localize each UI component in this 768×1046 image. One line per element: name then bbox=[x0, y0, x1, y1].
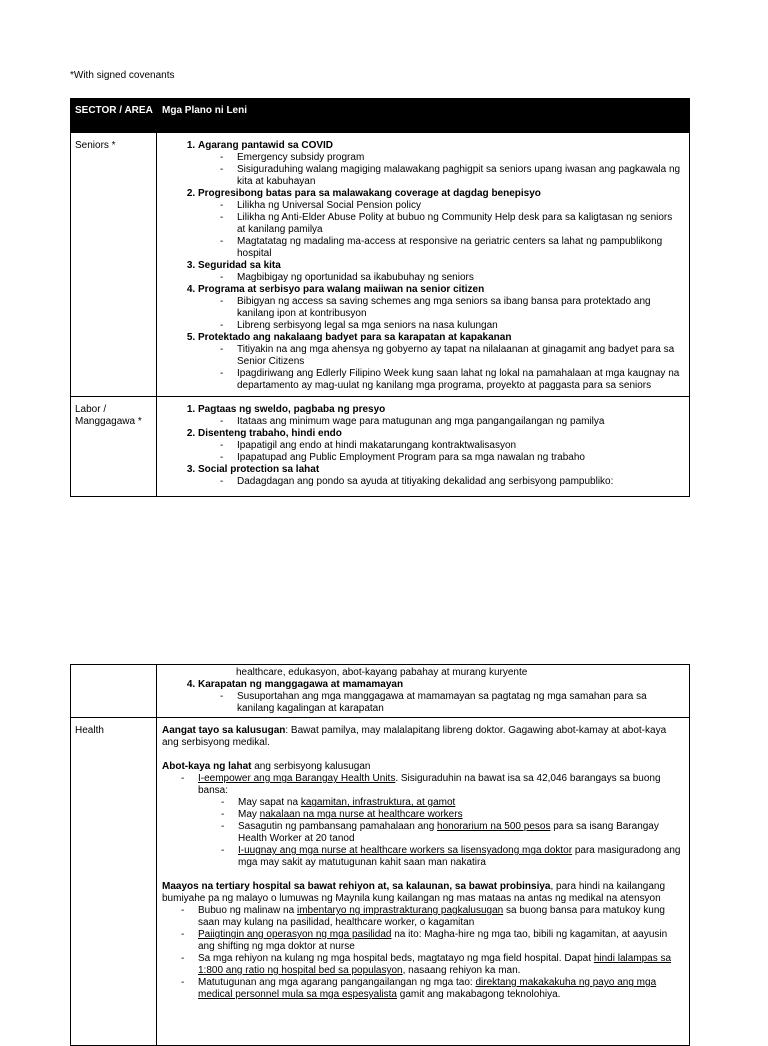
list-item: - May nakalaan na mga nurse at healthcare workers bbox=[238, 809, 683, 821]
list-item: - Sa mga rehiyon na kulang ng mga hospital beds, magtatayo ng mga field hospital. Dapat hindi lalampas sa 1:800 ang ratio ng hospital bed sa populasyon, nasaang rehiyon ka man. bbox=[198, 953, 683, 977]
plan-detail: - Magbibigay ng oportunidad sa ikabubuhay ng seniors bbox=[237, 272, 683, 284]
plans-cell bbox=[157, 397, 690, 497]
plans-cell bbox=[157, 665, 690, 718]
plan-title: Disenteng trabaho, hindi endo bbox=[198, 428, 342, 439]
plan-title: Protektado ang nakalaang badyet para sa karapatan at kapakanan bbox=[198, 332, 512, 343]
plan-item bbox=[198, 332, 683, 392]
plan-list bbox=[162, 140, 683, 392]
health-list bbox=[162, 773, 683, 869]
plan-detail: - Itataas ang minimum wage para matugunan ang mga pangangailangan ng pamilya bbox=[237, 416, 683, 428]
list-item: - May sapat na kagamitan, infrastruktura, at gamot bbox=[238, 797, 683, 809]
plan-detail: - Susuportahan ang mga manggagawa at mamamayan sa pagtatag ng mga samahan para sa kanilang kagalingan at karapatan bbox=[237, 691, 683, 715]
table-row-labor bbox=[71, 397, 690, 497]
table-row-labor-continued bbox=[71, 665, 690, 718]
table-row-health bbox=[71, 718, 690, 1046]
plan-title: Karapatan ng manggagawa at mamamayan bbox=[198, 679, 404, 690]
plan-item bbox=[198, 260, 683, 284]
sector-cell: Seniors * bbox=[71, 133, 157, 397]
list-item: - Matutugunan ang mga agarang pangangailangan ng mga tao: direktang makakakuha ng payo ang mga medical personnel mula sa mga espesyalista gamit ang makabagong teknolohiya. bbox=[198, 977, 683, 1001]
plan-item bbox=[198, 140, 683, 188]
plans-cell bbox=[157, 718, 690, 1046]
list-item: - I-eempower ang mga Barangay Health Units. Sisiguraduhin na bawat isa sa 42,046 barangays sa buong bansa: - May sapat na kagamitan, infrastruktura, at gamot - May nakalaan na mga nurse at healthcare workers - Sasagutin ng pambansang pamahalaan ang honorarium na 500 pesos para sa isang Barangay Health Worker at 20 tanod - I-uugnay ang mga nurse at healthcare workers sa lisensyadong mga doktor para masiguradong ang mga may sakit ay matutugunan kahit saan man nakatira bbox=[198, 773, 683, 869]
plan-item bbox=[198, 188, 683, 260]
plan-item bbox=[198, 679, 683, 715]
plan-title: Seguridad sa kita bbox=[198, 260, 281, 271]
plan-title: Agarang pantawid sa COVID bbox=[198, 140, 334, 151]
health-intro: Aangat tayo sa kalusugan: Bawat pamilya, may malalapitang libreng doktor. Gagawing abot-kamay at abot-kaya ang serbisyong medikal. bbox=[162, 725, 667, 748]
plan-item bbox=[198, 428, 683, 464]
plan-list bbox=[162, 679, 683, 715]
list-item: - I-uugnay ang mga nurse at healthcare workers sa lisensyadong mga doktor para masiguradong ang mga may sakit ay matutugunan kahit saan man nakatira bbox=[238, 845, 683, 869]
table-header-row bbox=[71, 99, 690, 133]
plan-detail: - Lilikha ng Anti-Elder Abuse Polity at bubuo ng Community Help desk para sa kaligtasan ng seniors at kanilang pamilya bbox=[237, 212, 683, 236]
plan-item bbox=[198, 284, 683, 332]
health-section-heading: Maayos na tertiary hospital sa bawat rehiyon at, sa kalaunan, sa bawat probinsiya, para hindi na kailangang bumiyahe pa ng malayo o lumuwas ng Maynila kung kailangan ng mas mataas na antas ng medikal na atensyon bbox=[162, 881, 665, 904]
header-sector: SECTOR / AREA bbox=[71, 99, 157, 133]
sector-cell-empty bbox=[71, 665, 157, 718]
plan-detail: - Ipagdiriwang ang Edlerly Filipino Week kung saan lahat ng lokal na pamahalaan at mga kaugnay na departamento ay mag-uulat ng kanilang mga programa, proyekto at paggasta para sa seniors bbox=[237, 368, 683, 392]
list-item: - Bubuo ng malinaw na imbentaryo ng imprastrakturang pagkalusugan sa buong bansa para matukoy kung saan may kulang na pasilidad, healthcare worker, o kagamitan bbox=[198, 905, 683, 929]
plan-detail: - Ipapatigil ang endo at hindi makatarungang kontraktwalisasyon bbox=[237, 440, 683, 452]
health-list bbox=[162, 905, 683, 1001]
list-item: - Sasagutin ng pambansang pamahalaan ang honorarium na 500 pesos para sa isang Barangay Health Worker at 20 tanod bbox=[238, 821, 683, 845]
sector-cell: Labor / Manggagawa * bbox=[71, 397, 157, 497]
table-row-seniors bbox=[71, 133, 690, 397]
plan-title: Pagtaas ng sweldo, pagbaba ng presyo bbox=[198, 404, 386, 415]
plan-title: Programa at serbisyo para walang maiiwan na senior citizen bbox=[198, 284, 485, 295]
plans-table-1 bbox=[70, 98, 690, 497]
plan-detail: - Sisiguraduhing walang magiging malawakang paghigpit sa seniors upang iwasan ang pagkawala ng kita at kabuhayan bbox=[237, 164, 683, 188]
header-plans: Mga Plano ni Leni bbox=[157, 99, 690, 133]
plan-detail: - Lilikha ng Universal Social Pension policy bbox=[237, 200, 683, 212]
plans-cell bbox=[157, 133, 690, 397]
plan-detail: - Libreng serbisyong legal sa mga seniors na nasa kulungan bbox=[237, 320, 683, 332]
health-section-heading: Abot-kaya ng lahat ang serbisyong kalusugan bbox=[162, 761, 371, 772]
plan-detail: - Titiyakin na ang mga ahensya ng gobyerno ay tapat na nilalaanan at ginagamit ang badyet para sa Senior Citizens bbox=[237, 344, 683, 368]
plan-detail: - Bibigyan ng access sa saving schemes ang mga seniors sa ibang bansa para protektado ang kanilang ipon at kontribusyon bbox=[237, 296, 683, 320]
plans-table-2 bbox=[70, 664, 690, 1046]
covenant-note: *With signed covenants bbox=[70, 70, 175, 81]
plan-detail: - Ipapatupad ang Public Employment Program para sa mga nawalan ng trabaho bbox=[237, 452, 683, 464]
plan-title: Progresibong batas para sa malawakang coverage at dagdag benepisyo bbox=[198, 188, 541, 199]
plan-detail: - Dadagdagan ang pondo sa ayuda at titiyaking dekalidad ang serbisyong pampubliko: bbox=[237, 476, 683, 488]
plan-item bbox=[198, 464, 683, 488]
continued-text: healthcare, edukasyon, abot-kayang pabahay at murang kuryente bbox=[236, 667, 528, 678]
plan-detail: - Emergency subsidy program bbox=[237, 152, 683, 164]
plan-item bbox=[198, 404, 683, 428]
list-item: - Paiigtingin ang operasyon ng mga pasilidad na ito: Magha-hire ng mga tao, bibili ng kagamitan, at aayusin ang shifting ng mga doktor at nurse bbox=[198, 929, 683, 953]
plan-list bbox=[162, 404, 683, 488]
sector-cell: Health bbox=[71, 718, 157, 1046]
plan-title: Social protection sa lahat bbox=[198, 464, 320, 475]
plan-detail: - Magtatatag ng madaling ma-access at responsive na geriatric centers sa lahat ng pampublikong hospital bbox=[237, 236, 683, 260]
